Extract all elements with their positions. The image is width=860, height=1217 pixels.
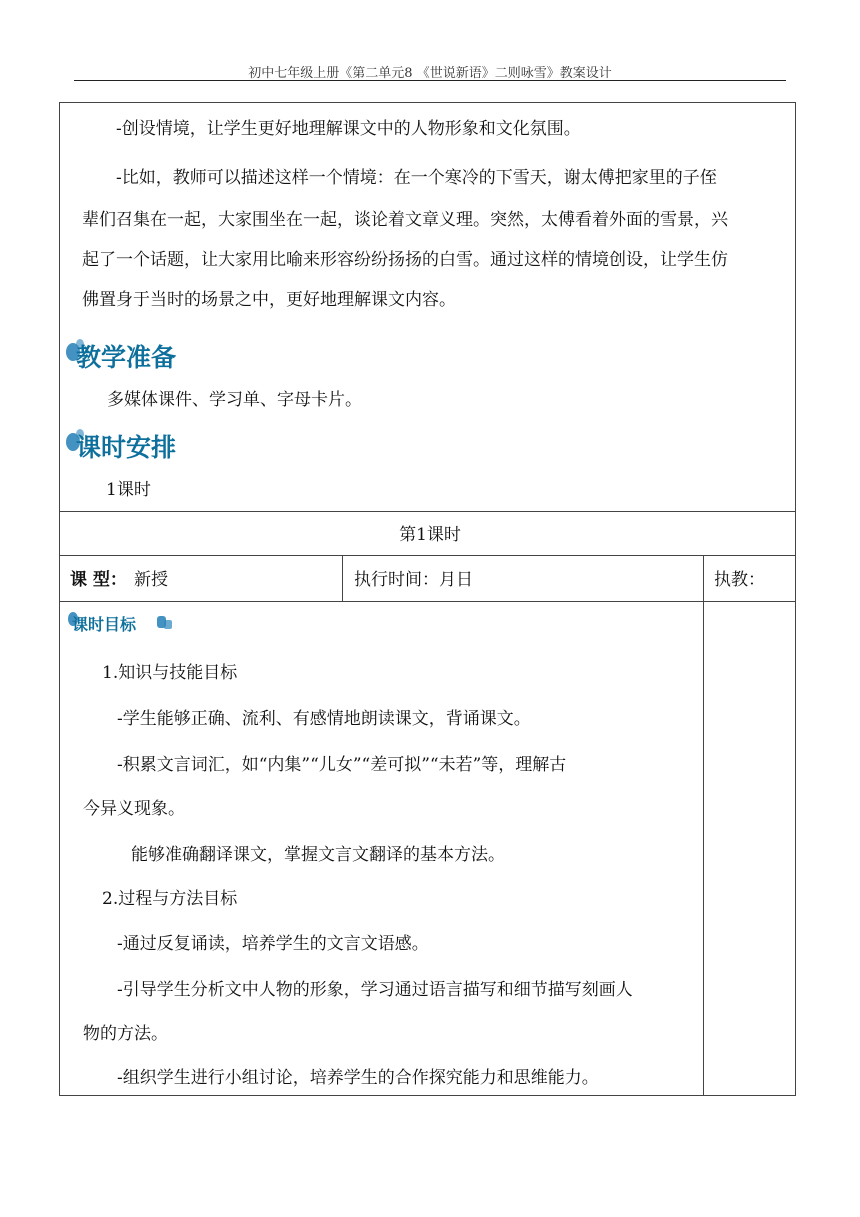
situation-line: -创设情境，让学生更好地理解课文中的人物形象和文化氛围。 xyxy=(116,119,581,139)
row-divider xyxy=(59,601,796,602)
objective-line: 1.知识与技能目标 xyxy=(102,663,238,683)
column-divider xyxy=(342,555,343,602)
objective-line: -积累文言词汇，如“内集”“儿女”“差可拟”“未若”等，理解古 xyxy=(117,755,567,775)
row-divider xyxy=(59,511,796,512)
objective-line: -组织学生进行小组讨论，培养学生的合作探究能力和思维能力。 xyxy=(117,1068,599,1088)
heading-decoration xyxy=(164,620,172,629)
lesson-type-value: 新授 xyxy=(134,570,168,590)
objective-line: 能够准确翻译课文，掌握文言文翻译的基本方法。 xyxy=(131,845,505,865)
schedule-heading: 课时安排 xyxy=(76,433,177,462)
objective-line: -学生能够正确、流利、有感情地朗读课文，背诵课文。 xyxy=(117,709,531,729)
prep-heading: 教学准备 xyxy=(76,343,177,372)
objective-line: 今异义现象。 xyxy=(83,799,185,819)
prep-text: 多媒体课件、学习单、字母卡片。 xyxy=(107,390,362,410)
schedule-text: 1课时 xyxy=(106,480,151,500)
document-header: 初中七年级上册《第二单元8 《世说新语》二则咏雪》教案设计 xyxy=(248,66,612,81)
lesson-type-label: 课 型： xyxy=(70,570,127,590)
objective-line: 2.过程与方法目标 xyxy=(102,889,238,909)
situation-para-line: 辈们召集在一起，大家围坐在一起，谈论着文章义理。突然，太傅看着外面的雪景，兴 xyxy=(82,210,728,230)
objectives-heading: 课时目标 xyxy=(72,615,137,634)
lesson-title: 第1课时 xyxy=(399,525,461,545)
objective-line: 物的方法。 xyxy=(83,1024,168,1044)
column-divider xyxy=(703,555,704,1096)
situation-para-line: 佛置身于当时的场景之中，更好地理解课文内容。 xyxy=(82,290,456,310)
execution-time: 执行时间：月日 xyxy=(354,570,473,590)
situation-para-line: 起了一个话题，让大家用比喻来形容纷纷扬扬的白雪。通过这样的情境创设，让学生仿 xyxy=(82,250,728,270)
teacher-label: 执教： xyxy=(714,570,765,590)
header-divider xyxy=(74,80,786,81)
row-divider xyxy=(59,555,796,556)
situation-para-line: -比如，教师可以描述这样一个情境：在一个寒冷的下雪天，谢太傅把家里的子侄 xyxy=(116,168,717,188)
objective-line: -通过反复诵读，培养学生的文言文语感。 xyxy=(117,934,429,954)
objective-line: -引导学生分析文中人物的形象，学习通过语言描写和细节描写刻画人 xyxy=(117,980,633,1000)
